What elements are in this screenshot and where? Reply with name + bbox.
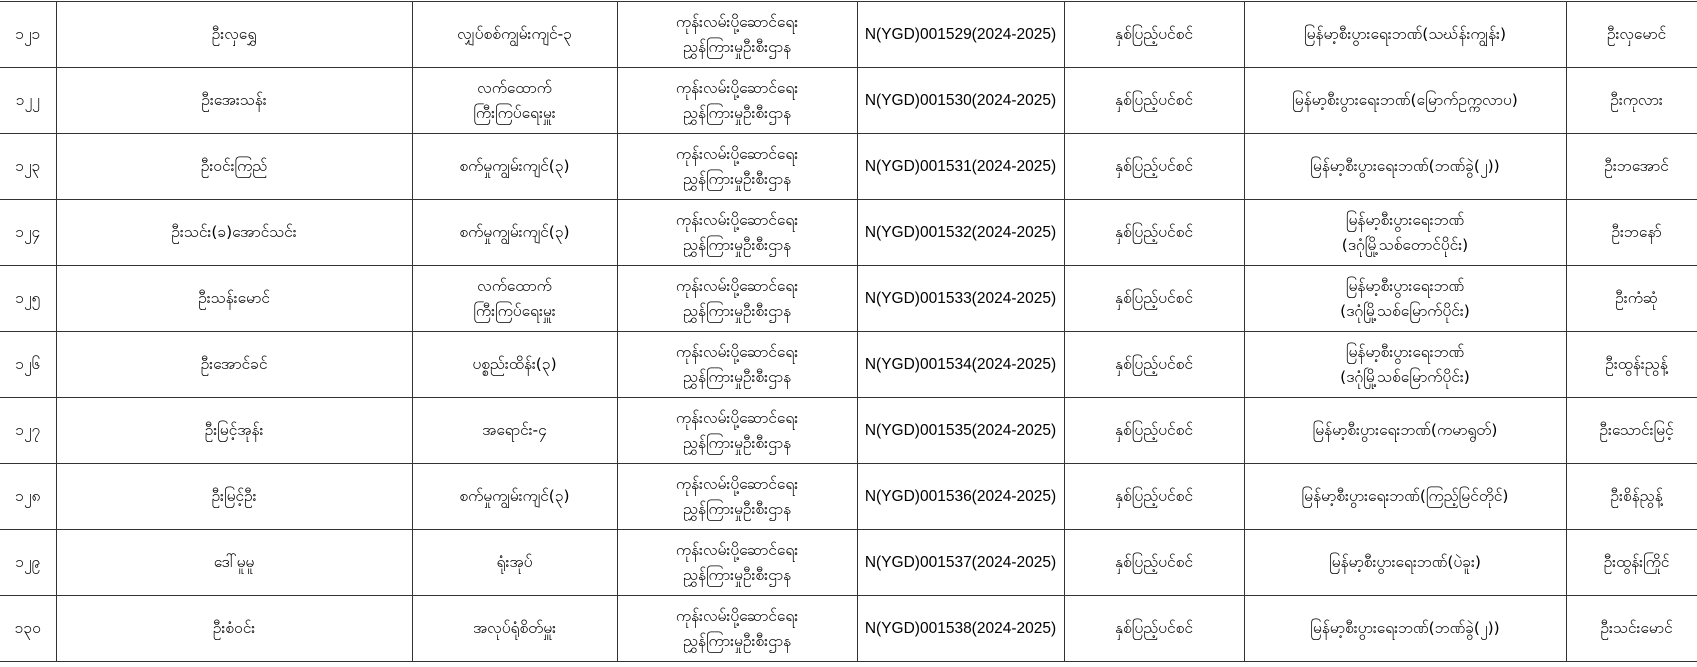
office-line: မြန်မာ့စီးပွားရေးဘဏ်(ဘဏ်ခွဲ(၂))	[1310, 157, 1500, 175]
pension-type: နှစ်ပြည့်ပင်စင်	[1115, 223, 1193, 241]
pay-office-cell	[1244, 68, 1566, 134]
heir-name-cell	[1566, 2, 1697, 68]
department-line: ညွှန်ကြားမှုဦးစီးဌာန	[682, 367, 792, 386]
pension-type: နှစ်ပြည့်ပင်စင်	[1115, 619, 1193, 637]
license-number: N(YGD)001535(2024-2025)	[864, 422, 1057, 439]
heir-name-cell	[1566, 596, 1697, 662]
serial-number-cell	[0, 68, 56, 134]
pensioner-name: ဦးဝင်းကြည်	[200, 157, 268, 175]
table-row	[0, 266, 1697, 332]
position-cell	[412, 530, 617, 596]
pay-office	[1249, 208, 1562, 258]
position-cell	[412, 200, 617, 266]
heir-name: ဦးစိန်ညွန့်	[1610, 487, 1663, 505]
position-line: လက်ထောက်	[477, 276, 552, 295]
license-number-cell	[857, 398, 1064, 464]
position-cell	[412, 134, 617, 200]
pension-type: နှစ်ပြည့်ပင်စင်	[1115, 25, 1193, 43]
table-row	[0, 596, 1697, 662]
office-line: မြန်မာ့စီးပွားရေးဘဏ်(မြောက်ဥက္ကလာပ)	[1292, 91, 1518, 109]
serial-number-cell	[0, 2, 56, 68]
pension-type-cell	[1064, 68, 1244, 134]
table-row	[0, 200, 1697, 266]
pay-office	[1249, 88, 1562, 113]
pensioner-name-cell	[56, 398, 412, 464]
department-text	[622, 472, 853, 522]
department-line: ညွှန်ကြားမှုဦးစီးဌာန	[682, 499, 792, 518]
pension-type: နှစ်ပြည့်ပင်စင်	[1115, 421, 1193, 439]
office-line: မြန်မာ့စီးပွားရေးဘဏ်(ဘဏ်ခွဲ(၂))	[1310, 619, 1500, 637]
serial-number: ၁၃၀	[14, 619, 41, 637]
pension-type-cell	[1064, 332, 1244, 398]
position-line: ရုံးအုပ်	[496, 553, 533, 571]
heir-name: ဦးသင်းမောင်	[1600, 619, 1673, 637]
pay-office	[1249, 274, 1562, 324]
position-cell	[412, 596, 617, 662]
department-cell	[617, 464, 857, 530]
position-line: ကြီးကြပ်ရေးမှူး	[473, 301, 556, 320]
department-cell	[617, 134, 857, 200]
license-number: N(YGD)001534(2024-2025)	[864, 356, 1057, 373]
serial-number-cell	[0, 596, 56, 662]
pay-office	[1249, 550, 1562, 575]
pensioner-name-cell	[56, 68, 412, 134]
license-number-cell	[857, 332, 1064, 398]
position-cell	[412, 68, 617, 134]
position-cell	[412, 2, 617, 68]
pensioner-name: ဦးသင်း(ခ)အောင်သင်း	[171, 223, 297, 241]
position-cell	[412, 398, 617, 464]
pay-office-cell	[1244, 134, 1566, 200]
pensioner-name-cell	[56, 200, 412, 266]
department-cell	[617, 530, 857, 596]
license-number-cell	[857, 530, 1064, 596]
serial-number: ၁၂၈	[15, 487, 41, 505]
position-line: စက်မှုကျွမ်းကျင်(၃)	[459, 157, 570, 175]
office-line: (ဒဂုံမြို့သစ်တောင်ပိုင်း)	[1341, 235, 1469, 254]
position-text	[417, 220, 613, 245]
heir-name-cell	[1566, 200, 1697, 266]
license-number-cell	[857, 464, 1064, 530]
department-text	[622, 538, 853, 588]
pension-type: နှစ်ပြည့်ပင်စင်	[1115, 355, 1193, 373]
table-body	[0, 2, 1697, 662]
table-row	[0, 2, 1697, 68]
department-text	[622, 76, 853, 126]
office-line: မြန်မာ့စီးပွားရေးဘဏ်(သဃ်န်းကျွန်း)	[1303, 25, 1507, 43]
department-text	[622, 604, 853, 654]
pensioner-name: ဦးမြင့်အုန်း	[204, 421, 264, 439]
department-line: ညွှန်ကြားမှုဦးစီးဌာန	[682, 103, 792, 122]
pay-office	[1249, 616, 1562, 641]
table-row	[0, 332, 1697, 398]
department-cell	[617, 398, 857, 464]
pay-office-cell	[1244, 530, 1566, 596]
pension-type: နှစ်ပြည့်ပင်စင်	[1115, 157, 1193, 175]
pensioner-name: ဦးစံဝင်း	[212, 619, 256, 637]
office-line: မြန်မာ့စီးပွားရေးဘဏ်	[1345, 342, 1465, 361]
position-cell	[412, 266, 617, 332]
heir-name-cell	[1566, 332, 1697, 398]
serial-number: ၁၂၄	[15, 223, 41, 241]
position-line: လျှပ်စစ်ကျွမ်းကျင်-၃	[457, 25, 572, 43]
pay-office-cell	[1244, 2, 1566, 68]
serial-number: ၁၂၉	[15, 553, 41, 571]
pension-type-cell	[1064, 134, 1244, 200]
office-line: မြန်မာ့စီးပွားရေးဘဏ်	[1345, 210, 1465, 229]
department-line: ညွှန်ကြားမှုဦးစီးဌာန	[682, 169, 792, 188]
table-row	[0, 398, 1697, 464]
pensioner-name: ဦးသန်းမောင်	[198, 289, 270, 307]
pensioner-name-cell	[56, 332, 412, 398]
department-line: ကုန်းလမ်းပို့ဆောင်ရေး	[675, 606, 799, 625]
office-line: မြန်မာ့စီးပွားရေးဘဏ်(ပဲခူး)	[1329, 553, 1481, 571]
position-text	[417, 274, 613, 324]
pensioner-name-cell	[56, 2, 412, 68]
pension-type: နှစ်ပြည့်ပင်စင်	[1115, 289, 1193, 307]
heir-name-cell	[1566, 398, 1697, 464]
pay-office-cell	[1244, 398, 1566, 464]
position-text	[417, 418, 613, 443]
pay-office-cell	[1244, 266, 1566, 332]
department-cell	[617, 2, 857, 68]
position-cell	[412, 332, 617, 398]
department-cell	[617, 266, 857, 332]
pensioner-name: ဒေါ်မူမူ	[213, 553, 255, 571]
serial-number-cell	[0, 266, 56, 332]
serial-number: ၁၂၁	[15, 25, 41, 43]
pension-type-cell	[1064, 596, 1244, 662]
pension-type: နှစ်ပြည့်ပင်စင်	[1115, 553, 1193, 571]
department-text	[622, 208, 853, 258]
pay-office	[1249, 418, 1562, 443]
office-line: မြန်မာ့စီးပွားရေးဘဏ်(ကြည့်မြင်တိုင်)	[1301, 487, 1509, 505]
license-number: N(YGD)001531(2024-2025)	[864, 158, 1057, 175]
table-row	[0, 464, 1697, 530]
department-line: ညွှန်ကြားမှုဦးစီးဌာန	[682, 433, 792, 452]
position-text	[417, 616, 613, 641]
position-text	[417, 352, 613, 377]
license-number: N(YGD)001532(2024-2025)	[864, 224, 1057, 241]
department-line: ကုန်းလမ်းပို့ဆောင်ရေး	[675, 276, 799, 295]
serial-number: ၁၂၃	[15, 157, 41, 175]
pensioner-name-cell	[56, 596, 412, 662]
license-number: N(YGD)001533(2024-2025)	[864, 290, 1057, 307]
position-line: စက်မှုကျွမ်းကျင်(၃)	[459, 223, 570, 241]
pension-type: နှစ်ပြည့်ပင်စင်	[1115, 487, 1193, 505]
license-number: N(YGD)001537(2024-2025)	[864, 554, 1057, 571]
pay-office	[1249, 154, 1562, 179]
pensioner-name: ဦးလှရွှေ	[211, 25, 257, 43]
pension-type-cell	[1064, 266, 1244, 332]
position-line: ကြီးကြပ်ရေးမှူး	[473, 103, 556, 122]
department-line: ညွှန်ကြားမှုဦးစီးဌာန	[682, 235, 792, 254]
heir-name: ဦးထွန်းကြိုင်	[1603, 553, 1670, 571]
serial-number: ၁၂၆	[15, 355, 41, 373]
department-line: ကုန်းလမ်းပို့ဆောင်ရေး	[675, 144, 799, 163]
department-line: ကုန်းလမ်းပို့ဆောင်ရေး	[675, 408, 799, 427]
heir-name: ဦးဘအောင်	[1604, 157, 1669, 175]
pension-type-cell	[1064, 398, 1244, 464]
position-line: လက်ထောက်	[477, 78, 552, 97]
pensioner-name-cell	[56, 134, 412, 200]
pay-office-cell	[1244, 464, 1566, 530]
serial-number-cell	[0, 332, 56, 398]
department-text	[622, 10, 853, 60]
heir-name-cell	[1566, 530, 1697, 596]
department-line: ကုန်းလမ်းပို့ဆောင်ရေး	[675, 12, 799, 31]
department-line: ညွှန်ကြားမှုဦးစီးဌာန	[682, 301, 792, 320]
position-line: စက်မှုကျွမ်းကျင်(၃)	[459, 487, 570, 505]
office-line: (ဒဂုံမြို့သစ်မြောက်ပိုင်း)	[1340, 301, 1470, 320]
position-text	[417, 154, 613, 179]
department-cell	[617, 596, 857, 662]
license-number-cell	[857, 2, 1064, 68]
pension-type-cell	[1064, 200, 1244, 266]
office-line: (ဒဂုံမြို့သစ်မြောက်ပိုင်း)	[1340, 367, 1470, 386]
department-line: ကုန်းလမ်းပို့ဆောင်ရေး	[675, 474, 799, 493]
pension-register-table	[0, 1, 1697, 662]
department-line: ညွှန်ကြားမှုဦးစီးဌာန	[682, 37, 792, 56]
position-text	[417, 484, 613, 509]
heir-name: ဦးသောင်းမြင့်	[1599, 421, 1674, 439]
department-line: ကုန်းလမ်းပို့ဆောင်ရေး	[675, 342, 799, 361]
license-number-cell	[857, 596, 1064, 662]
pension-type-cell	[1064, 530, 1244, 596]
license-number: N(YGD)001538(2024-2025)	[864, 620, 1057, 637]
position-cell	[412, 464, 617, 530]
pensioner-name: ဦးမြင့်ဦး	[211, 487, 257, 505]
position-text	[417, 22, 613, 47]
pay-office	[1249, 484, 1562, 509]
heir-name-cell	[1566, 266, 1697, 332]
serial-number: ၁၂၂	[15, 91, 40, 109]
heir-name: ဦးလှမောင်	[1606, 25, 1667, 43]
license-number: N(YGD)001536(2024-2025)	[864, 488, 1057, 505]
heir-name-cell	[1566, 464, 1697, 530]
pensioner-name-cell	[56, 464, 412, 530]
position-line: ပစ္စည်းထိန်း(၃)	[472, 355, 557, 373]
heir-name-cell	[1566, 134, 1697, 200]
department-cell	[617, 332, 857, 398]
department-line: ကုန်းလမ်းပို့ဆောင်ရေး	[675, 540, 799, 559]
department-line: ညွှန်ကြားမှုဦးစီးဌာန	[682, 631, 792, 650]
department-line: ကုန်းလမ်းပို့ဆောင်ရေး	[675, 210, 799, 229]
pension-type-cell	[1064, 464, 1244, 530]
license-number: N(YGD)001529(2024-2025)	[864, 26, 1057, 43]
pensioner-name-cell	[56, 530, 412, 596]
office-line: မြန်မာ့စီးပွားရေးဘဏ်	[1345, 276, 1465, 295]
position-line: အလုပ်ရုံစိတ်မှူး	[472, 619, 557, 637]
department-text	[622, 340, 853, 390]
heir-name-cell	[1566, 68, 1697, 134]
serial-number: ၁၂၇	[15, 421, 41, 439]
license-number-cell	[857, 134, 1064, 200]
heir-name: ဦးကုလား	[1610, 91, 1663, 109]
position-text	[417, 76, 613, 126]
department-cell	[617, 200, 857, 266]
license-number-cell	[857, 266, 1064, 332]
serial-number: ၁၂၅	[15, 289, 41, 307]
position-text	[417, 550, 613, 575]
serial-number-cell	[0, 134, 56, 200]
pensioner-name: ဦးအေးသန်း	[201, 91, 267, 109]
pay-office-cell	[1244, 200, 1566, 266]
department-line: ညွှန်ကြားမှုဦးစီးဌာန	[682, 565, 792, 584]
pension-type-cell	[1064, 2, 1244, 68]
pension-type: နှစ်ပြည့်ပင်စင်	[1115, 91, 1193, 109]
serial-number-cell	[0, 530, 56, 596]
office-line: မြန်မာ့စီးပွားရေးဘဏ်(ကမာရွတ်)	[1312, 421, 1498, 439]
heir-name: ဦးထွန်းညွန့်	[1605, 355, 1668, 373]
position-line: အရောင်း-၄	[482, 421, 547, 439]
pay-office-cell	[1244, 596, 1566, 662]
serial-number-cell	[0, 200, 56, 266]
table-row	[0, 134, 1697, 200]
pay-office-cell	[1244, 332, 1566, 398]
table-row	[0, 530, 1697, 596]
heir-name: ဦးဘနော်	[1611, 223, 1662, 241]
pensioner-name: ဦးအောင်ခင်	[200, 355, 268, 373]
department-text	[622, 142, 853, 192]
pensioner-name-cell	[56, 266, 412, 332]
department-cell	[617, 68, 857, 134]
serial-number-cell	[0, 398, 56, 464]
serial-number-cell	[0, 464, 56, 530]
table-row	[0, 68, 1697, 134]
pay-office	[1249, 340, 1562, 390]
department-text	[622, 406, 853, 456]
department-line: ကုန်းလမ်းပို့ဆောင်ရေး	[675, 78, 799, 97]
license-number: N(YGD)001530(2024-2025)	[864, 92, 1057, 109]
department-text	[622, 274, 853, 324]
pay-office	[1249, 22, 1562, 47]
license-number-cell	[857, 200, 1064, 266]
license-number-cell	[857, 68, 1064, 134]
heir-name: ဦးကံဆုံ	[1615, 289, 1658, 307]
